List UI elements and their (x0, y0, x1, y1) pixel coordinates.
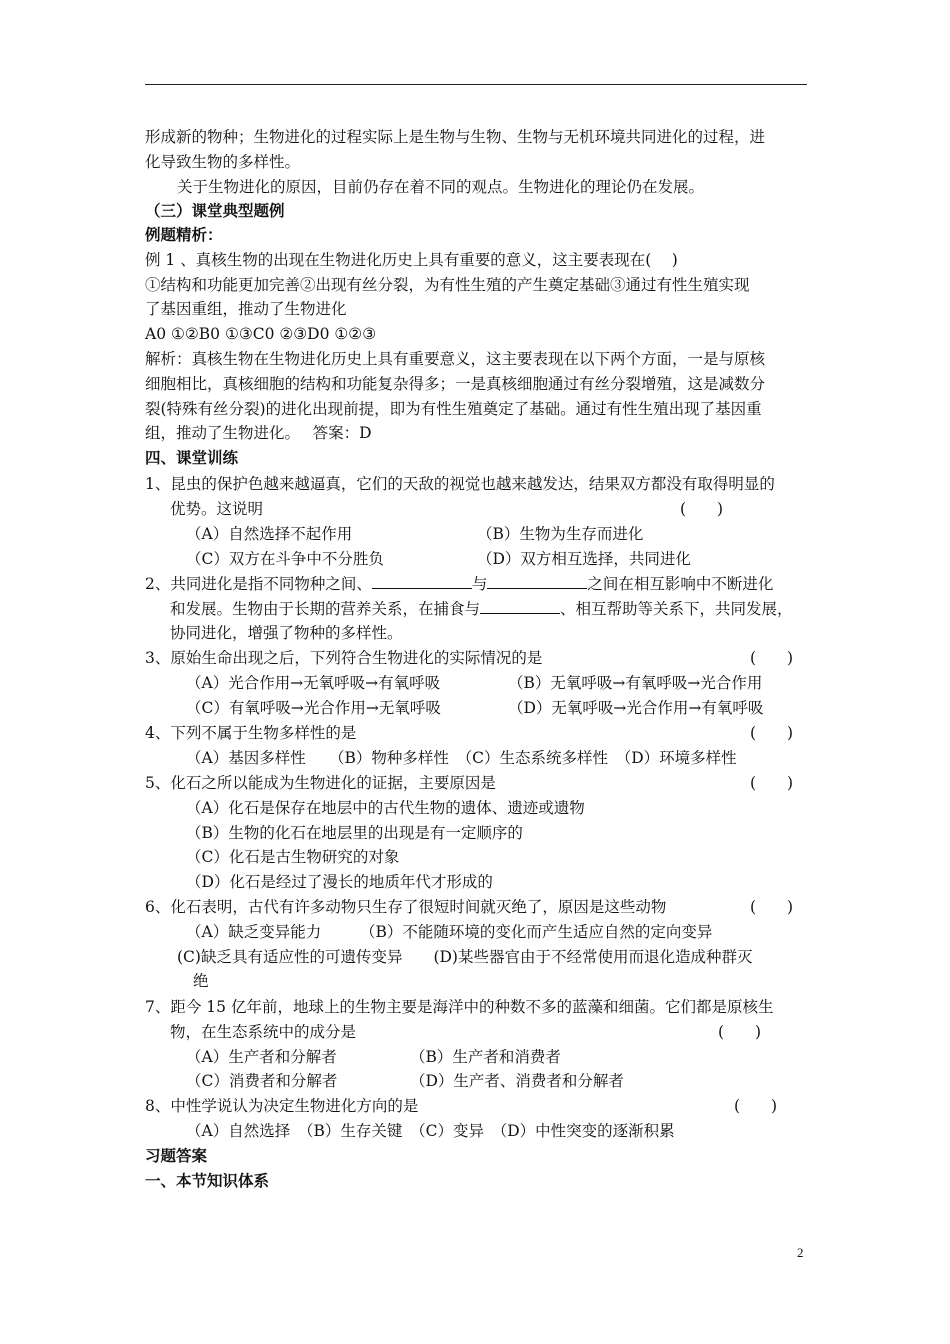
question-7: 7、距今 15 亿年前，地球上的生物主要是海洋中的种数不多的蓝藻和细菌。它们都是原核生 (145, 998, 774, 1016)
question-2-cont: 协同进化，增强了物种的多样性。 (170, 624, 403, 642)
question-1: 1、昆虫的保护色越来越逼真，它们的天敌的视觉也越来越发达，结果双方都没有取得明显的 (145, 475, 775, 493)
header-rule (145, 84, 807, 85)
option-a: （A）生产者和分解者 (186, 1048, 337, 1066)
question-4: 4、下列不属于生物多样性的是 (145, 724, 357, 742)
answer-bracket: ( ) (750, 649, 794, 667)
question-2-cont (170, 597, 793, 620)
example-analysis: 细胞相比，真核细胞的结构和功能复杂得多；一是真核细胞通过有丝分裂增殖，这是减数分 (145, 375, 766, 393)
question-2-text: 之间在相互影响中不断进化 (587, 575, 774, 593)
example-analysis: 组，推动了生物进化。 答案：D (145, 424, 372, 442)
option-b: （B）生物为生存而进化 (477, 525, 644, 543)
question-7-cont: 物，在生态系统中的成分是 (170, 1023, 357, 1041)
option-d: （D）化石是经过了漫长的地质年代才形成的 (186, 873, 493, 891)
fill-blank[interactable] (372, 572, 472, 589)
question-3: 3、原始生命出现之后，下列符合生物进化的实际情况的是 (145, 649, 543, 667)
example-analysis: 裂(特殊有丝分裂)的进化出现前提，即为有性生殖奠定了基础。通过有性生殖出现了基因重 (145, 400, 762, 418)
section-heading: 四、课堂训练 (145, 448, 239, 467)
example-statement: 了基因重组，推动了生物进化 (145, 300, 347, 318)
example-statement: ①结构和功能更加完善②出现有丝分裂，为有性生殖的产生奠定基础③通过有性生殖实现 (145, 276, 750, 294)
option-a: （A）光合作用→无氧呼吸→有氧呼吸 (186, 674, 441, 692)
fill-blank[interactable] (487, 572, 587, 589)
option-c: （C）有氧呼吸→光合作用→无氧呼吸 (186, 699, 441, 717)
option-c: （C）化石是古生物研究的对象 (186, 848, 400, 866)
question-2-text: 、相互帮助等关系下，共同发展， (560, 600, 793, 618)
section-heading: （三）课堂典型题例 (145, 201, 285, 220)
option-d: （D）无氧呼吸→光合作用→有氧呼吸 (508, 699, 764, 717)
option-b: （B）生物的化石在地层里的出现是有一定顺序的 (186, 824, 523, 842)
question-2-text: 2、共同进化是指不同物种之间、 (145, 575, 372, 593)
answer-bracket: ( ) (718, 1023, 762, 1041)
answer-bracket: ( ) (750, 898, 794, 916)
option-c: （C）消费者和分解者 (186, 1072, 338, 1090)
options-row: （A）缺乏变异能力 （B）不能随环境的变化而产生适应自然的定向变异 (186, 923, 713, 941)
paragraph-line: 关于生物进化的原因，目前仍存在着不同的观点。生物进化的理论仍在发展。 (177, 178, 705, 196)
question-6: 6、化石表明，古代有许多动物只生存了很短时间就灭绝了，原因是这些动物 (145, 898, 667, 916)
question-2-text: 和发展。生物由于长期的营养关系，在捕食与 (170, 600, 481, 618)
options-row: （A）基因多样性 （B）物种多样性 （C）生态系统多样性 （D）环境多样性 (186, 749, 737, 767)
answer-bracket: ( ) (750, 724, 794, 742)
question-5: 5、化石之所以能成为生物进化的证据，主要原因是 (145, 774, 496, 792)
question-2 (145, 572, 773, 595)
options-row-cont: 绝 (193, 972, 209, 990)
option-a: （A）化石是保存在地层中的古代生物的遗体、遗迹或遗物 (186, 799, 585, 817)
option-b: （B）无氧呼吸→有氧呼吸→光合作用 (508, 674, 763, 692)
question-8: 8、中性学说认为决定生物进化方向的是 (145, 1097, 419, 1115)
question-2-text: 与 (471, 575, 488, 593)
question-1-cont: 优势。这说明 (170, 500, 264, 518)
paragraph-line: 化导致生物的多样性。 (145, 153, 301, 171)
options-row: (C)缺乏具有适应性的可遗传变异 (D)某些器官由于不经常使用而退化造成种群灭 (177, 948, 753, 966)
paragraph-line: 形成新的物种；生物进化的过程实际上是生物与生物、生物与无机环境共同进化的过程，进 (145, 128, 766, 146)
example-options: A0 ①②B0 ①③C0 ②③D0 ①②③ (145, 325, 377, 343)
answers-subheading: 一、本节知识体系 (145, 1171, 270, 1190)
answers-heading: 习题答案 (145, 1146, 208, 1165)
example-heading: 例题精析： (145, 225, 223, 244)
example-question: 例 1 、真核生物的出现在生物进化历史上具有重要的意义，这主要表现在( ) (145, 251, 678, 269)
example-analysis: 解析：真核生物在生物进化历史上具有重要意义，这主要表现在以下两个方面，一是与原核 (145, 350, 766, 368)
option-c: （C）双方在斗争中不分胜负 (186, 550, 384, 568)
option-d: （D）双方相互选择，共同进化 (477, 550, 691, 568)
answer-bracket: ( ) (750, 774, 794, 792)
answer-bracket: ( ) (734, 1097, 778, 1115)
option-a: （A）自然选择不起作用 (186, 525, 353, 543)
option-b: （B）生产者和消费者 (410, 1048, 561, 1066)
fill-blank[interactable] (480, 597, 560, 614)
option-d: （D）生产者、消费者和分解者 (410, 1072, 624, 1090)
options-row: （A）自然选择 （B）生存关键 （C）变异 （D）中性突变的逐渐积累 (186, 1122, 675, 1140)
page-number: 2 (797, 1245, 804, 1260)
answer-bracket: ( ) (680, 500, 724, 518)
